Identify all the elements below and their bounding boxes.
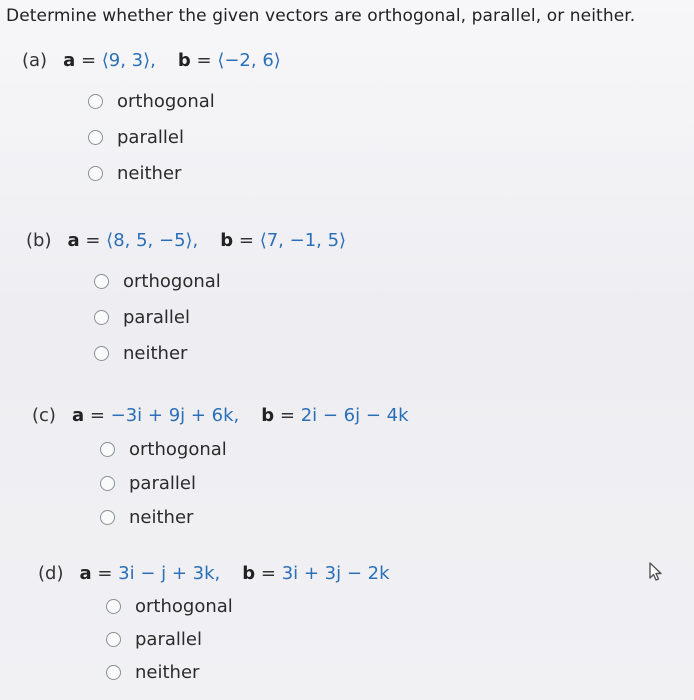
radio-unselected-icon[interactable] — [94, 346, 109, 361]
problem-c-options — [100, 432, 431, 534]
problem-a — [22, 50, 303, 191]
problem-c — [32, 405, 431, 534]
radio-unselected-icon[interactable] — [100, 510, 115, 525]
option-orthogonal[interactable]: orthogonal — [106, 590, 412, 623]
option-neither[interactable]: neither — [100, 500, 431, 534]
radio-unselected-icon[interactable] — [88, 166, 103, 181]
problem-label: (b) — [26, 230, 52, 251]
radio-unselected-icon[interactable] — [100, 476, 115, 491]
option-parallel[interactable]: parallel — [106, 623, 412, 656]
vector-b: b = 3i + 3j − 2k — [242, 563, 390, 584]
radio-unselected-icon[interactable] — [106, 632, 121, 647]
problem-b-statement — [26, 230, 368, 251]
vector-b: b = ⟨−2, 6⟩ — [177, 50, 281, 71]
radio-unselected-icon[interactable] — [94, 274, 109, 289]
radio-unselected-icon[interactable] — [100, 442, 115, 457]
vector-b: b = 2i − 6j − 4k — [261, 405, 409, 426]
vector-b: b = ⟨7, −1, 5⟩ — [220, 230, 347, 251]
option-neither[interactable]: neither — [88, 155, 303, 191]
option-parallel[interactable]: parallel — [100, 466, 431, 500]
question-title: Determine whether the given vectors are orthogonal, parallel, or neither. — [6, 6, 636, 26]
radio-unselected-icon[interactable] — [106, 599, 121, 614]
radio-unselected-icon[interactable] — [88, 130, 103, 145]
problem-b — [26, 230, 368, 371]
problem-label: (d) — [38, 563, 64, 584]
radio-unselected-icon[interactable] — [94, 310, 109, 325]
radio-unselected-icon[interactable] — [88, 94, 103, 109]
problem-d-statement — [38, 563, 412, 584]
option-orthogonal[interactable]: orthogonal — [88, 83, 303, 119]
vector-a: a = ⟨8, 5, −5⟩, — [67, 230, 199, 251]
problem-c-statement — [32, 405, 431, 426]
vector-a: a = 3i − j + 3k, — [79, 563, 221, 584]
option-neither[interactable]: neither — [106, 656, 412, 689]
vector-a: a = ⟨9, 3⟩, — [63, 50, 156, 71]
option-orthogonal[interactable]: orthogonal — [94, 263, 368, 299]
problem-label: (c) — [32, 405, 56, 426]
option-parallel[interactable]: parallel — [94, 299, 368, 335]
option-neither[interactable]: neither — [94, 335, 368, 371]
problem-d-options — [106, 590, 412, 689]
problem-d — [38, 563, 412, 689]
vector-a: a = −3i + 9j + 6k, — [71, 405, 240, 426]
option-parallel[interactable]: parallel — [88, 119, 303, 155]
problem-label: (a) — [22, 50, 48, 71]
mouse-pointer-icon — [644, 560, 668, 584]
problem-a-options — [88, 83, 303, 191]
radio-unselected-icon[interactable] — [106, 665, 121, 680]
problem-a-statement — [22, 50, 303, 71]
problem-b-options — [94, 263, 368, 371]
option-orthogonal[interactable]: orthogonal — [100, 432, 431, 466]
